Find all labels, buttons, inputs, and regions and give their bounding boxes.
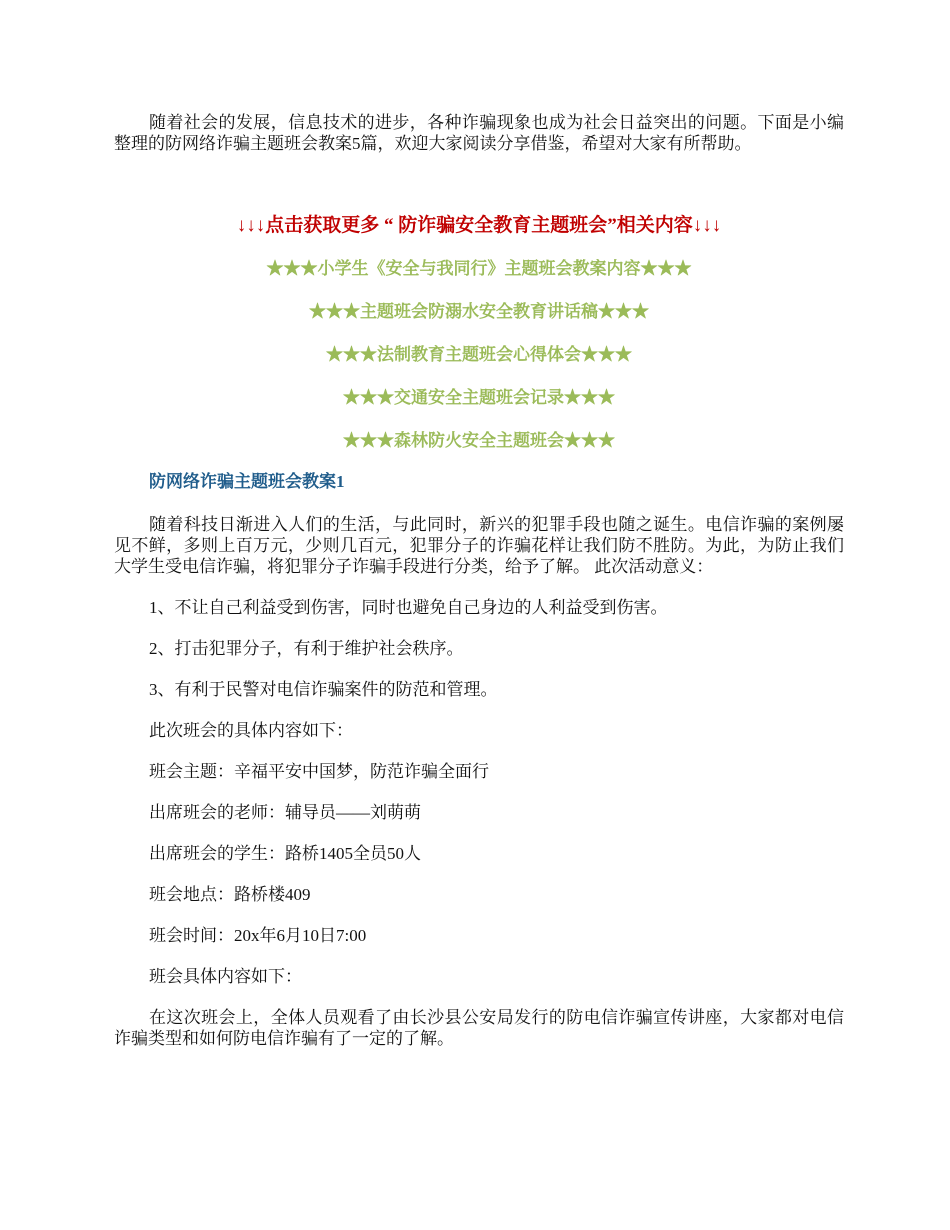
related-link-2[interactable]: ★★★主题班会防溺水安全教育讲话稿★★★	[309, 302, 649, 321]
list-item: 班会地点：路桥楼409	[149, 885, 311, 904]
related-link-4[interactable]: ★★★交通安全主题班会记录★★★	[343, 388, 615, 407]
list-item: 出席班会的老师：辅导员——刘萌萌	[149, 803, 421, 822]
list-item: 出席班会的学生：路桥1405全员50人	[149, 844, 421, 863]
list-item: 2、打击犯罪分子，有利于维护社会秩序。	[149, 639, 464, 658]
related-link-3[interactable]: ★★★法制教育主题班会心得体会★★★	[326, 345, 632, 364]
intro-paragraph: 随着社会的发展，信息技术的进步，各种诈骗现象也成为社会日益突出的问题。下面是小编整理的防网络诈骗主题班会教案5篇，欢迎大家阅读分享借鉴，希望对大家有所帮助。	[114, 113, 844, 153]
list-item: 1、不让自己利益受到伤害，同时也避免自己身边的人利益受到伤害。	[149, 598, 668, 617]
related-link-1[interactable]: ★★★小学生《安全与我同行》主题班会教案内容★★★	[266, 259, 692, 278]
list-item: 班会具体内容如下：	[149, 967, 302, 986]
more-content-link[interactable]: ↓↓↓点击获取更多 “ 防诈骗安全教育主题班会”相关内容↓↓↓	[236, 215, 722, 236]
section-paragraph-2: 在这次班会上，全体人员观看了由长沙县公安局发行的防电信诈骗宣传讲座，大家都对电信诈骗类型和如何防电信诈骗有了一定的了解。	[114, 1008, 844, 1048]
list-item: 班会时间：20x年6月10日7:00	[149, 926, 367, 945]
list-item: 此次班会的具体内容如下：	[149, 721, 353, 740]
related-link-5[interactable]: ★★★森林防火安全主题班会★★★	[343, 431, 615, 450]
document-content	[114, 112, 844, 1049]
section-title: 防网络诈骗主题班会教案1	[149, 472, 345, 491]
list-item: 班会主题：辛福平安中国梦，防范诈骗全面行	[149, 762, 489, 781]
list-item: 3、有利于民警对电信诈骗案件的防范和管理。	[149, 680, 498, 699]
section-paragraph-1: 随着科技日渐进入人们的生活，与此同时，新兴的犯罪手段也随之诞生。电信诈骗的案例屡见不鲜，多则上百万元，少则几百元，犯罪分子的诈骗花样让我们防不胜防。为此，为防止我们大学生受电信诈骗，将犯罪分子诈骗手段进行分类，给予了解。 此次活动意义：	[114, 515, 844, 576]
